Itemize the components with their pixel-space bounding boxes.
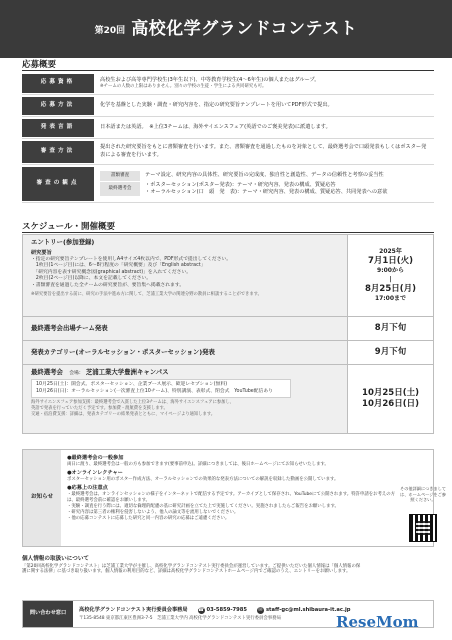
criteria-text: ・ポスターセッション(ポスター発表)：テーマ・研究内容、発表の構成、質疑応答 ・オーラルセッション(口 頭 発 表)：テーマ・研究内容、発表の構成、質疑応答、共同発表への意欲 [145,182,388,196]
privacy-text: 「第20回高校化学グランドコンテスト」は芝浦工業大学が主催し、高校化学グランドコンテスト実行委員会が運営しています。ご提供いただいた個人情報は「個人情報の保護に関する法律」に基づき取り扱います。個人情報の利用目的など、詳細は高校化学グランドコンテストホームページ内でご確認のうえ、エントリーをお願いします。 [22,563,361,575]
req-row-criteria [22,165,434,203]
privacy-title: 個人情報の取扱いについて [22,556,90,562]
notice-item-title: ●オンラインレクチャー [67,469,123,476]
criteria-key: 最終選考会 [100,182,140,196]
req-row-language [22,117,434,139]
entry-heading: エントリー(参加登録) [31,238,95,246]
entry-subheading: 研究要旨 [31,249,52,256]
req-note: ※チームの人数の上限はありません。別々の学校の生徒・学生による共同研究も可。 [100,83,267,89]
notice-box [22,449,434,547]
venue-name: 芝浦工業大学豊洲キャンパス [85,368,169,376]
final-day2: 10月26日(日)：オーラルセッション(一次審査上位10チーム)、特別講演、表彰式、閉会式 YouTube配信あり [36,388,273,394]
criteria-row [100,171,428,181]
entry-start-date: 7月1日(火) [367,255,414,266]
schedule-row-finalists [23,317,433,341]
entry-line: 2枚目(2ページ目)以降に、本文を記載してください。 [31,276,152,282]
notice-item-title: ●応募上の注意点 [67,484,108,491]
entry-year: 2025年 [379,247,402,255]
contact-address: 〒135-8548 東京都江東区豊洲3-7-5 芝浦工業大学内 高校化学グランドコンテスト実行委員会事務局 [79,615,281,621]
req-label: 審査の観点 [22,167,94,201]
final-date2: 10月26日(日) [362,399,419,409]
mail-icon: ✉ [258,606,263,613]
notice-item-text: 両日に渡り、最終選考会は一般の方も参加できます(要事前申込)。詳細につきましては、後日ホームページにてお知らせいたします。 [67,462,329,468]
finalists-date: 8月下旬 [374,322,407,333]
schedule-row-category [23,341,433,365]
phone-icon: ☎ [197,606,205,613]
finalists-heading: 最終選考会出場チーム発表 [31,324,108,333]
req-row-method [22,95,434,117]
entry-dates: 2025年 7月1日(火) 9:00から | 8月25日(月) 17:00まで [347,235,433,316]
req-text: 日本語または英語。 ※上位3チームは、海外サイエンスフェア(英語でのご褒美発表)に派遣します。 [100,123,331,130]
entry-end-time: 17:00まで [374,295,407,303]
entry-end-date: 8月25日(月) [364,283,416,294]
contact-label: 問い合わせ窓口 [23,601,73,627]
criteria-row [100,182,428,196]
poster-header [0,0,452,58]
req-text: 化学を基盤とした実験・調査・研究内容を、指定の研究要旨テンプレートを用いてPDF形式で提出。 [100,101,333,108]
req-label: 応募資格 [22,74,94,93]
schedule-row-entry [23,235,433,317]
req-row-review [22,139,434,165]
final-note: 海外サイエンスフェア参加支援：最終選考会で入賞した上位3チームは、海外サイエンスフェアに参加し、 [31,400,235,406]
contact-email[interactable]: staff-gc@ml.shibaura-it.ac.jp [265,606,351,613]
final-program-box [31,379,291,398]
venue-label: 会場： [69,371,84,376]
entry-line: 1枚目(1ページ目)には、6～8行程度の「研究概要」及び「English abstract」 [31,263,206,269]
requirements-title: 応募概要 [22,60,57,70]
criteria-key: 書類審査 [100,171,140,181]
contact-org: 高校化学グランドコンテスト実行委員会事務局 [79,606,188,613]
requirements-table [22,72,434,203]
criteria-text: テーマ設定、研究内容の具体性、研究要旨の完成度、独自性と創造性、データの信頼性と考察の妥当性 [145,172,384,179]
notice-item-text: ・最終選考会は、オンラインセッションの様子をインターネットで配信する予定です。アーカイブとして保存され、YouTubeにて公開されます。特許申請をお考えの方は、最終選考会前に確認をお願いします。 ・実験・調査を行う際には、適切な倫理的配慮の基に研究計画を立てた上で実施してください。実施されましたらご報告をお願いします。 ・研究内容は第三者の権利を侵害しないよう、他人の論文等を流用しないでください。 ・他の応募コンテストに応募した研究と同一内容の研究の応募はご遠慮ください。 [67,491,396,521]
requirements-rule [22,70,434,71]
contest-title: 高校化学グランドコンテスト [131,18,358,39]
notice-label: お知らせ [23,450,61,546]
req-text: 提出された研究要旨をもとに書類審査を行います。また、書類審査を通過したものを対象として、最終選考会で口頭発表もしくはポスター発表による審査を行います。 [100,144,427,158]
entry-line: ・指定の研究要旨テンプレートを使用しA4サイズ4枚以内で、PDF形式で提出してください。 [31,256,232,262]
qr-code-icon[interactable] [409,514,437,542]
category-heading: 発表カテゴリー(オーラルセッション・ポスターセッション)発表 [31,348,215,357]
req-label: 応募方法 [22,97,94,115]
req-label: 審査方法 [22,141,94,163]
notice-item-title: ●最終選考会の一般参加 [67,455,124,461]
req-row-eligibility [22,72,434,95]
final-heading: 最終選考会 [31,368,63,376]
final-day1: 10月25日(土)：開会式、ポスターセッション、企業ブース展示、歓迎レセプション(無料) [36,382,228,388]
entry-footnote: ※研究要旨を提出する前に、研究の手法や進め方に関して、芝浦工業大学の関連分野の教員に相談することができます。 [31,292,262,297]
entry-line: ・書類審査を通過した全チームの研究要旨が、要旨集へ掲載されます。 [31,282,185,288]
schedule-table [22,234,434,434]
final-note: 英語で発表を行っていただく予定です。参加費・渡航費を支援します。 [31,406,168,412]
contest-number: 第20回 [94,25,126,36]
schedule-rule [22,232,434,233]
watermark-logo: ReseMom [336,613,419,631]
schedule-row-final [23,365,433,433]
entry-start-time: 9:00から [377,267,404,275]
contact-phone[interactable]: 03-5859-7985 [206,606,247,613]
req-text: 高校生および高等専門学校生(3年生以下)、中等教育学校生(4～6年生)の個人またはグループ。 [100,76,320,83]
schedule-title: スケジュール・開催概要 [22,222,115,232]
req-label: 発表言語 [22,119,94,137]
final-date1: 10月25日(土) [362,387,419,398]
homepage-note: その他詳細につきましては、ホームページをご参照ください。 [400,486,446,503]
final-note: 交通・宿泊費支援：詳細は、発表カテゴリーの結果発表とともに、マイページより通知します。 [31,412,216,417]
privacy-section [22,556,400,575]
category-date: 9月下旬 [374,346,407,357]
entry-line: 「研究内容を表す研究概念図(graphical abstract)」を入れてください。 [31,269,192,275]
notice-item-text: ポスターセッション用のポスター作成方法、オーラルセッションでの効果的な発表方法についての解説を収録した動画を公開しています。 [67,476,339,482]
